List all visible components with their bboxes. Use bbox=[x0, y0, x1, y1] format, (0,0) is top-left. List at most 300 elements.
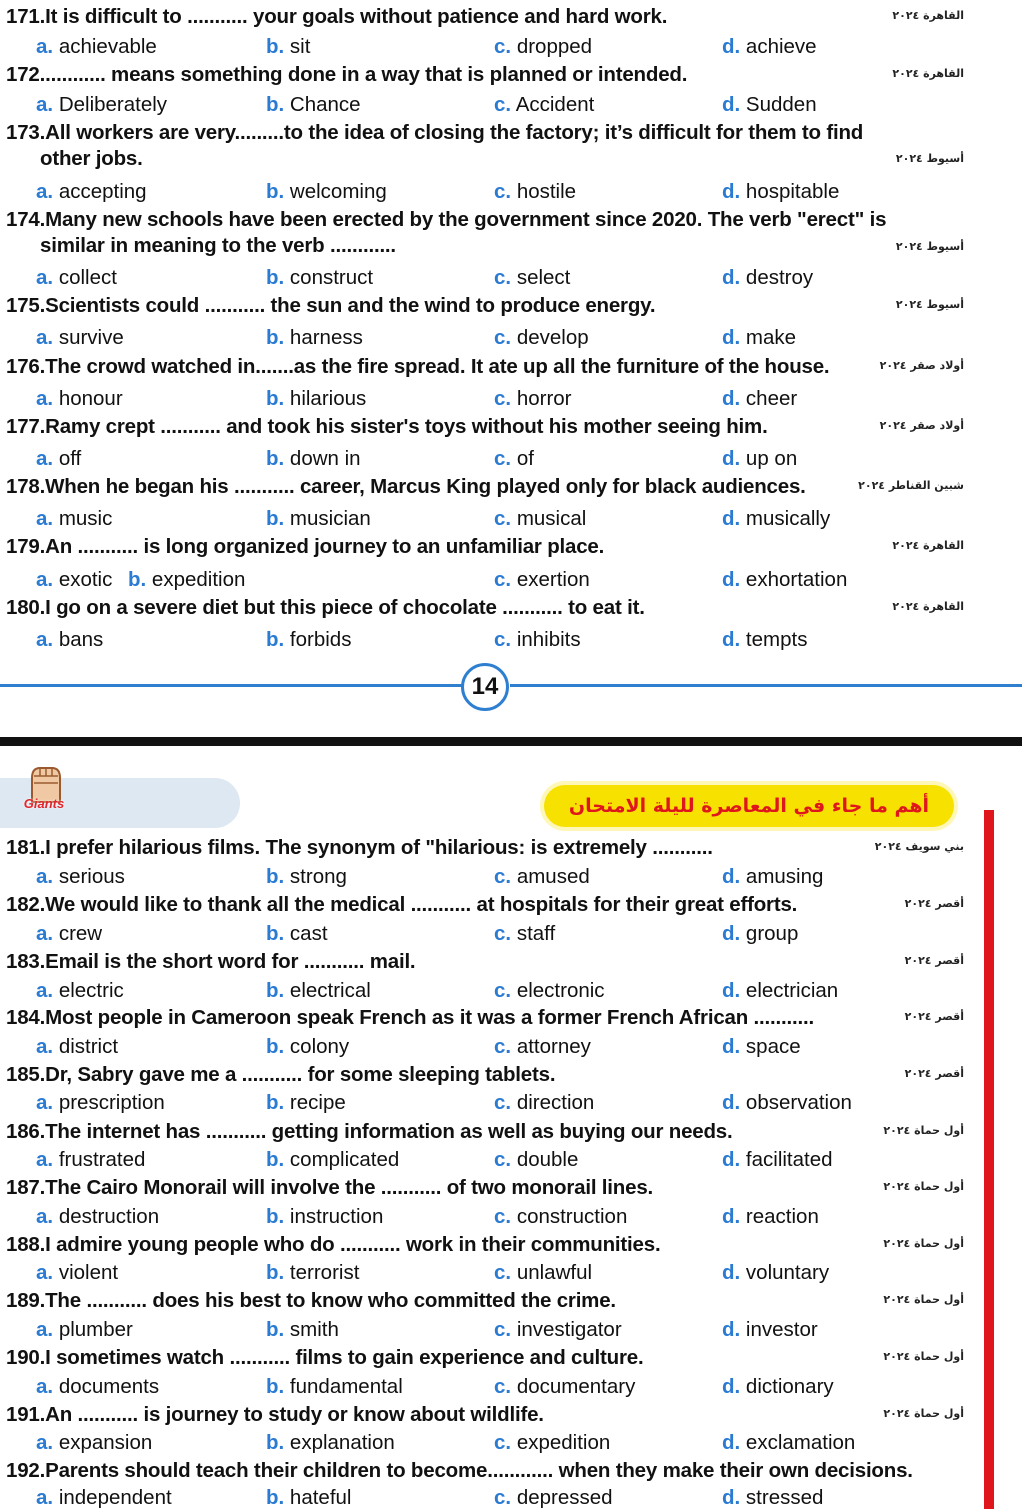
answer-option[interactable] bbox=[722, 1205, 819, 1229]
answer-option[interactable] bbox=[494, 865, 590, 889]
option-letter: c. bbox=[494, 1148, 512, 1171]
exam-source-tag: أقصر ٢٠٢٤ bbox=[904, 1010, 964, 1023]
option-text: hilarious bbox=[289, 387, 367, 410]
option-letter: b. bbox=[128, 568, 147, 591]
answer-option[interactable] bbox=[722, 1091, 852, 1115]
option-text: electrician bbox=[745, 979, 839, 1002]
option-letter: a. bbox=[36, 922, 54, 945]
answer-option[interactable] bbox=[36, 568, 112, 592]
answer-option[interactable] bbox=[36, 35, 157, 59]
option-letter: b. bbox=[266, 628, 285, 651]
option-text: independent bbox=[58, 1486, 172, 1509]
answer-option[interactable] bbox=[36, 865, 125, 889]
answer-option[interactable] bbox=[722, 1486, 823, 1509]
question-number: 191. bbox=[6, 1403, 46, 1426]
answer-option[interactable] bbox=[722, 1375, 834, 1399]
answer-option[interactable] bbox=[494, 387, 572, 411]
option-text: horror bbox=[516, 387, 572, 410]
answer-option[interactable] bbox=[494, 35, 592, 59]
answer-option[interactable] bbox=[128, 568, 245, 592]
option-letter: d. bbox=[722, 1431, 741, 1454]
answer-option[interactable] bbox=[36, 1091, 165, 1115]
option-text: cheer bbox=[745, 387, 798, 410]
answer-option[interactable] bbox=[494, 568, 590, 592]
option-letter: a. bbox=[36, 266, 54, 289]
option-text: electric bbox=[58, 979, 124, 1002]
option-letter: b. bbox=[266, 1148, 285, 1171]
question-stem bbox=[6, 1346, 643, 1370]
option-letter: c. bbox=[494, 447, 512, 470]
question-number: 183. bbox=[6, 950, 46, 973]
question-stem bbox=[6, 1176, 653, 1200]
answer-option[interactable] bbox=[266, 865, 347, 889]
answer-option[interactable] bbox=[494, 447, 534, 471]
answer-option[interactable] bbox=[36, 447, 81, 471]
answer-option[interactable] bbox=[36, 507, 112, 531]
answer-option[interactable] bbox=[494, 1261, 592, 1285]
option-letter: b. bbox=[266, 979, 285, 1002]
option-letter: c. bbox=[494, 507, 512, 530]
answer-option[interactable] bbox=[494, 326, 589, 350]
option-text: complicated bbox=[289, 1148, 400, 1171]
option-text: strong bbox=[289, 865, 347, 888]
option-text: frustrated bbox=[58, 1148, 146, 1171]
option-text: select bbox=[516, 266, 571, 289]
option-letter: c. bbox=[494, 568, 512, 591]
option-text: unlawful bbox=[516, 1261, 593, 1284]
exam-source-tag: أقصر ٢٠٢٤ bbox=[904, 897, 964, 910]
option-letter: d. bbox=[722, 1205, 741, 1228]
answer-option[interactable] bbox=[494, 507, 586, 531]
answer-option[interactable] bbox=[266, 507, 371, 531]
question-text: ........... means something done in a way that is planned or intended. bbox=[45, 63, 688, 86]
option-letter: c. bbox=[494, 180, 512, 203]
answer-option[interactable] bbox=[36, 1375, 159, 1399]
answer-option[interactable] bbox=[266, 1091, 346, 1115]
option-text: amusing bbox=[745, 865, 824, 888]
option-letter: b. bbox=[266, 447, 285, 470]
option-text: dictionary bbox=[745, 1375, 834, 1398]
option-text: recipe bbox=[289, 1091, 346, 1114]
option-text: Accident bbox=[515, 93, 595, 116]
option-letter: c. bbox=[494, 326, 512, 349]
exam-source-tag: أول حماة ٢٠٢٤ bbox=[883, 1180, 964, 1193]
option-text: voluntary bbox=[745, 1261, 830, 1284]
option-text: group bbox=[745, 922, 799, 945]
question-text: Ramy crept ........... and took his sister's toys without his mother seeing him. bbox=[45, 415, 768, 438]
exam-source-tag: أسيوط ٢٠٢٤ bbox=[895, 298, 964, 311]
question-number: 188. bbox=[6, 1233, 46, 1256]
answer-option[interactable] bbox=[36, 387, 123, 411]
option-text: plumber bbox=[58, 1318, 133, 1341]
exam-source-tag: أقصر ٢٠٢٤ bbox=[904, 954, 964, 967]
option-text: amused bbox=[516, 865, 590, 888]
answer-option[interactable] bbox=[722, 447, 797, 471]
question-number: 181. bbox=[6, 836, 46, 859]
answer-option[interactable] bbox=[266, 266, 373, 290]
question-number: 189. bbox=[6, 1289, 46, 1312]
option-letter: a. bbox=[36, 507, 54, 530]
answer-option[interactable] bbox=[494, 180, 576, 204]
answer-option[interactable] bbox=[722, 1035, 801, 1059]
answer-option[interactable] bbox=[36, 1431, 152, 1455]
answer-option[interactable] bbox=[266, 326, 363, 350]
option-letter: d. bbox=[722, 922, 741, 945]
option-text: facilitated bbox=[745, 1148, 833, 1171]
answer-option[interactable] bbox=[494, 1486, 613, 1509]
exam-source-tag: أول حماة ٢٠٢٤ bbox=[883, 1293, 964, 1306]
option-text: bans bbox=[58, 628, 104, 651]
option-letter: a. bbox=[36, 1375, 54, 1398]
answer-option[interactable] bbox=[722, 387, 797, 411]
answer-option[interactable] bbox=[722, 1318, 818, 1342]
option-text: musical bbox=[516, 507, 587, 530]
answer-option[interactable] bbox=[722, 628, 807, 652]
answer-option[interactable] bbox=[36, 1486, 172, 1509]
answer-option[interactable] bbox=[36, 180, 147, 204]
question-number: 187. bbox=[6, 1176, 46, 1199]
question-text: An ........... is journey to study or know about wildlife. bbox=[45, 1403, 544, 1426]
question-stem bbox=[6, 5, 667, 29]
page-number: 14 bbox=[461, 663, 509, 711]
option-letter: d. bbox=[722, 1261, 741, 1284]
option-text: cast bbox=[289, 922, 328, 945]
question-text: When he began his ........... career, Marcus King played only for black audiences. bbox=[45, 475, 806, 498]
question-stem bbox=[6, 1233, 660, 1257]
red-side-stripe bbox=[984, 810, 994, 1509]
answer-option[interactable] bbox=[36, 979, 124, 1003]
answer-option[interactable] bbox=[36, 93, 167, 117]
answer-option[interactable] bbox=[266, 1148, 399, 1172]
answer-option[interactable] bbox=[494, 1205, 627, 1229]
answer-option[interactable] bbox=[36, 1035, 118, 1059]
option-text: fundamental bbox=[289, 1375, 403, 1398]
option-letter: c. bbox=[494, 1431, 512, 1454]
answer-option[interactable] bbox=[494, 1035, 591, 1059]
question-number: 185. bbox=[6, 1063, 46, 1086]
option-text: expansion bbox=[58, 1431, 153, 1454]
option-letter: a. bbox=[36, 1486, 54, 1509]
question-stem bbox=[6, 1063, 555, 1087]
option-letter: c. bbox=[494, 93, 512, 116]
question-stem bbox=[6, 1120, 733, 1144]
question-number: 182. bbox=[6, 893, 46, 916]
question-number: 184. bbox=[6, 1006, 46, 1029]
option-letter: d. bbox=[722, 1318, 741, 1341]
option-letter: d. bbox=[722, 1035, 741, 1058]
option-text: depressed bbox=[516, 1486, 613, 1509]
option-letter: d. bbox=[722, 35, 741, 58]
answer-option[interactable] bbox=[722, 568, 847, 592]
option-text: instruction bbox=[289, 1205, 384, 1228]
question-text: The crowd watched in.......as the fire spread. It ate up all the furniture of the house. bbox=[45, 355, 830, 378]
option-letter: d. bbox=[722, 979, 741, 1002]
question-number: 179. bbox=[6, 535, 46, 558]
option-text: exotic bbox=[58, 568, 113, 591]
option-letter: c. bbox=[494, 1375, 512, 1398]
option-letter: b. bbox=[266, 35, 285, 58]
question-stem bbox=[6, 893, 797, 917]
option-text: construct bbox=[289, 266, 374, 289]
option-letter: a. bbox=[36, 568, 54, 591]
option-letter: d. bbox=[722, 180, 741, 203]
option-letter: b. bbox=[266, 266, 285, 289]
option-text: direction bbox=[516, 1091, 595, 1114]
question-text: All workers are very.........to the idea of closing the factory; it’s difficult for them to find bbox=[45, 121, 864, 144]
option-text: attorney bbox=[516, 1035, 591, 1058]
question-text: Most people in Cameroon speak French as it was a former French African ........... bbox=[45, 1006, 814, 1029]
option-letter: a. bbox=[36, 1261, 54, 1284]
answer-option[interactable] bbox=[266, 1035, 349, 1059]
option-letter: c. bbox=[494, 922, 512, 945]
question-number: 180. bbox=[6, 596, 46, 619]
option-letter: c. bbox=[494, 628, 512, 651]
answer-option[interactable] bbox=[494, 1318, 622, 1342]
option-letter: c. bbox=[494, 387, 512, 410]
option-letter: c. bbox=[494, 1205, 512, 1228]
option-text: Chance bbox=[289, 93, 361, 116]
question-text: The ........... does his best to know who committed the crime. bbox=[45, 1289, 616, 1312]
question-text: Dr, Sabry gave me a ........... for some sleeping tablets. bbox=[45, 1063, 556, 1086]
option-text: investor bbox=[745, 1318, 818, 1341]
option-letter: a. bbox=[36, 1431, 54, 1454]
option-text: achieve bbox=[745, 35, 817, 58]
option-text: space bbox=[745, 1035, 801, 1058]
answer-option[interactable] bbox=[722, 266, 813, 290]
question-stem bbox=[6, 208, 886, 258]
answer-option[interactable] bbox=[494, 1431, 610, 1455]
answer-option[interactable] bbox=[266, 1318, 339, 1342]
answer-option[interactable] bbox=[494, 922, 555, 946]
answer-option[interactable] bbox=[494, 1375, 635, 1399]
exam-source-tag: أولاد صقر ٢٠٢٤ bbox=[879, 359, 964, 372]
question-stem bbox=[6, 1006, 814, 1030]
answer-option[interactable] bbox=[266, 979, 371, 1003]
question-stem bbox=[6, 1289, 616, 1313]
answer-option[interactable] bbox=[36, 1205, 159, 1229]
question-text-continued: other jobs. bbox=[40, 147, 143, 170]
exam-source-tag: بني سويف ٢٠٢٤ bbox=[874, 840, 964, 853]
option-text: colony bbox=[289, 1035, 350, 1058]
option-text: dropped bbox=[516, 35, 593, 58]
answer-option[interactable] bbox=[722, 35, 817, 59]
option-letter: b. bbox=[266, 865, 285, 888]
answer-option[interactable] bbox=[266, 180, 387, 204]
option-letter: a. bbox=[36, 1148, 54, 1171]
option-letter: d. bbox=[722, 447, 741, 470]
answer-option[interactable] bbox=[36, 922, 102, 946]
question-stem bbox=[6, 355, 829, 379]
option-letter: a. bbox=[36, 865, 54, 888]
option-letter: b. bbox=[266, 1486, 285, 1509]
question-text: Email is the short word for ........... mail. bbox=[45, 950, 416, 973]
answer-option[interactable] bbox=[36, 266, 117, 290]
option-letter: d. bbox=[722, 266, 741, 289]
option-letter: b. bbox=[266, 1431, 285, 1454]
option-letter: a. bbox=[36, 326, 54, 349]
answer-option[interactable] bbox=[266, 628, 351, 652]
answer-option[interactable] bbox=[36, 1318, 133, 1342]
answer-option[interactable] bbox=[722, 1261, 829, 1285]
answer-option[interactable] bbox=[494, 1148, 578, 1172]
question-stem bbox=[6, 63, 687, 87]
answer-option[interactable] bbox=[266, 387, 366, 411]
answer-option[interactable] bbox=[36, 326, 124, 350]
option-letter: b. bbox=[266, 1375, 285, 1398]
option-letter: b. bbox=[266, 326, 285, 349]
option-text: off bbox=[58, 447, 82, 470]
exam-source-tag: أقصر ٢٠٢٤ bbox=[904, 1067, 964, 1080]
answer-option[interactable] bbox=[722, 180, 839, 204]
answer-option[interactable] bbox=[494, 93, 594, 117]
exam-source-tag: أسيوط ٢٠٢٤ bbox=[895, 240, 964, 253]
option-letter: c. bbox=[494, 35, 512, 58]
section-banner: أهم ما جاء في المعاصرة لليلة الامتحان bbox=[544, 785, 954, 827]
option-text: accepting bbox=[58, 180, 147, 203]
option-text: stressed bbox=[745, 1486, 824, 1509]
exam-source-tag: أولاد صقر ٢٠٢٤ bbox=[879, 419, 964, 432]
question-stem bbox=[6, 415, 768, 439]
answer-option[interactable] bbox=[36, 1148, 145, 1172]
option-letter: c. bbox=[494, 865, 512, 888]
question-number: 186. bbox=[6, 1120, 46, 1143]
question-text: Scientists could ........... the sun and the wind to produce energy. bbox=[45, 294, 656, 317]
option-letter: a. bbox=[36, 1318, 54, 1341]
option-text: inhibits bbox=[516, 628, 581, 651]
answer-option[interactable] bbox=[266, 1205, 383, 1229]
question-text-continued: similar in meaning to the verb ............ bbox=[40, 234, 396, 257]
question-stem bbox=[6, 535, 604, 559]
option-text: collect bbox=[58, 266, 117, 289]
option-letter: b. bbox=[266, 1261, 285, 1284]
option-text: explanation bbox=[289, 1431, 395, 1454]
answer-option[interactable] bbox=[36, 628, 103, 652]
question-number: 174. bbox=[6, 208, 46, 231]
question-text: I admire young people who do ........... work in their communities. bbox=[45, 1233, 661, 1256]
question-stem bbox=[6, 1403, 544, 1427]
answer-option[interactable] bbox=[266, 447, 361, 471]
option-text: of bbox=[516, 447, 534, 470]
option-text: sit bbox=[289, 35, 311, 58]
option-letter: b. bbox=[266, 507, 285, 530]
option-text: welcoming bbox=[289, 180, 387, 203]
logo-text: Giants bbox=[23, 796, 65, 811]
question-stem bbox=[6, 596, 645, 620]
option-letter: d. bbox=[722, 507, 741, 530]
option-letter: d. bbox=[722, 387, 741, 410]
exam-source-tag: شبين القناطر ٢٠٢٤ bbox=[858, 479, 964, 492]
answer-option[interactable] bbox=[722, 326, 796, 350]
question-text: I sometimes watch ........... films to gain experience and culture. bbox=[45, 1346, 644, 1369]
answer-option[interactable] bbox=[494, 266, 570, 290]
exam-source-tag: أول حماة ٢٠٢٤ bbox=[883, 1407, 964, 1420]
option-text: construction bbox=[516, 1205, 628, 1228]
option-text: honour bbox=[58, 387, 123, 410]
answer-option[interactable] bbox=[266, 1486, 351, 1509]
option-text: musician bbox=[289, 507, 371, 530]
option-letter: c. bbox=[494, 1486, 512, 1509]
answer-option[interactable] bbox=[266, 1431, 395, 1455]
answer-option[interactable] bbox=[494, 628, 581, 652]
question-number: 171. bbox=[6, 5, 46, 28]
exam-source-tag: القاهرة ٢٠٢٤ bbox=[892, 67, 964, 80]
option-text: hostile bbox=[516, 180, 577, 203]
option-letter: a. bbox=[36, 628, 54, 651]
question-stem bbox=[6, 836, 713, 860]
option-letter: c. bbox=[494, 1091, 512, 1114]
option-letter: b. bbox=[266, 1091, 285, 1114]
question-number: 173. bbox=[6, 121, 46, 144]
option-text: make bbox=[745, 326, 797, 349]
option-letter: b. bbox=[266, 1035, 285, 1058]
option-text: exertion bbox=[516, 568, 590, 591]
option-text: observation bbox=[745, 1091, 852, 1114]
option-letter: c. bbox=[494, 979, 512, 1002]
option-text: documentary bbox=[516, 1375, 636, 1398]
option-text: electrical bbox=[289, 979, 371, 1002]
answer-option[interactable] bbox=[722, 93, 817, 117]
option-text: electronic bbox=[516, 979, 605, 1002]
answer-option[interactable] bbox=[266, 1375, 403, 1399]
question-text: We would like to thank all the medical ........... at hospitals for their great efforts. bbox=[45, 893, 798, 916]
option-text: musically bbox=[745, 507, 831, 530]
option-letter: a. bbox=[36, 93, 54, 116]
option-letter: d. bbox=[722, 326, 741, 349]
question-text: The internet has ........... getting information as well as buying our needs. bbox=[45, 1120, 733, 1143]
answer-option[interactable] bbox=[266, 1261, 359, 1285]
answer-option[interactable] bbox=[722, 507, 830, 531]
answer-option[interactable] bbox=[722, 1431, 855, 1455]
option-letter: a. bbox=[36, 180, 54, 203]
answer-option[interactable] bbox=[36, 1261, 118, 1285]
option-text: music bbox=[58, 507, 113, 530]
option-text: district bbox=[58, 1035, 119, 1058]
answer-option[interactable] bbox=[722, 865, 823, 889]
question-number: 172. bbox=[6, 63, 46, 86]
option-text: prescription bbox=[58, 1091, 165, 1114]
option-text: staff bbox=[516, 922, 556, 945]
question-text: It is difficult to ........... your goals without patience and hard work. bbox=[45, 5, 668, 28]
answer-option[interactable] bbox=[494, 1091, 594, 1115]
option-text: hateful bbox=[289, 1486, 352, 1509]
answer-option[interactable] bbox=[722, 922, 798, 946]
answer-option[interactable] bbox=[494, 979, 605, 1003]
option-letter: a. bbox=[36, 979, 54, 1002]
answer-option[interactable] bbox=[266, 922, 328, 946]
option-letter: c. bbox=[494, 1035, 512, 1058]
option-letter: a. bbox=[36, 35, 54, 58]
option-letter: d. bbox=[722, 93, 741, 116]
question-text: An ........... is long organized journey to an unfamiliar place. bbox=[45, 535, 605, 558]
option-text: expedition bbox=[516, 1431, 611, 1454]
option-letter: d. bbox=[722, 1148, 741, 1171]
question-stem bbox=[6, 1459, 913, 1483]
option-letter: b. bbox=[266, 1205, 285, 1228]
answer-option[interactable] bbox=[266, 35, 310, 59]
answer-option[interactable] bbox=[722, 979, 838, 1003]
option-letter: a. bbox=[36, 387, 54, 410]
option-text: crew bbox=[58, 922, 103, 945]
option-text: up on bbox=[745, 447, 798, 470]
answer-option[interactable] bbox=[722, 1148, 833, 1172]
option-text: smith bbox=[289, 1318, 339, 1341]
option-text: double bbox=[516, 1148, 579, 1171]
option-text: reaction bbox=[745, 1205, 819, 1228]
question-stem bbox=[6, 121, 863, 171]
option-letter: b. bbox=[266, 387, 285, 410]
exam-source-tag: أول حماة ٢٠٢٤ bbox=[883, 1237, 964, 1250]
answer-option[interactable] bbox=[266, 93, 361, 117]
